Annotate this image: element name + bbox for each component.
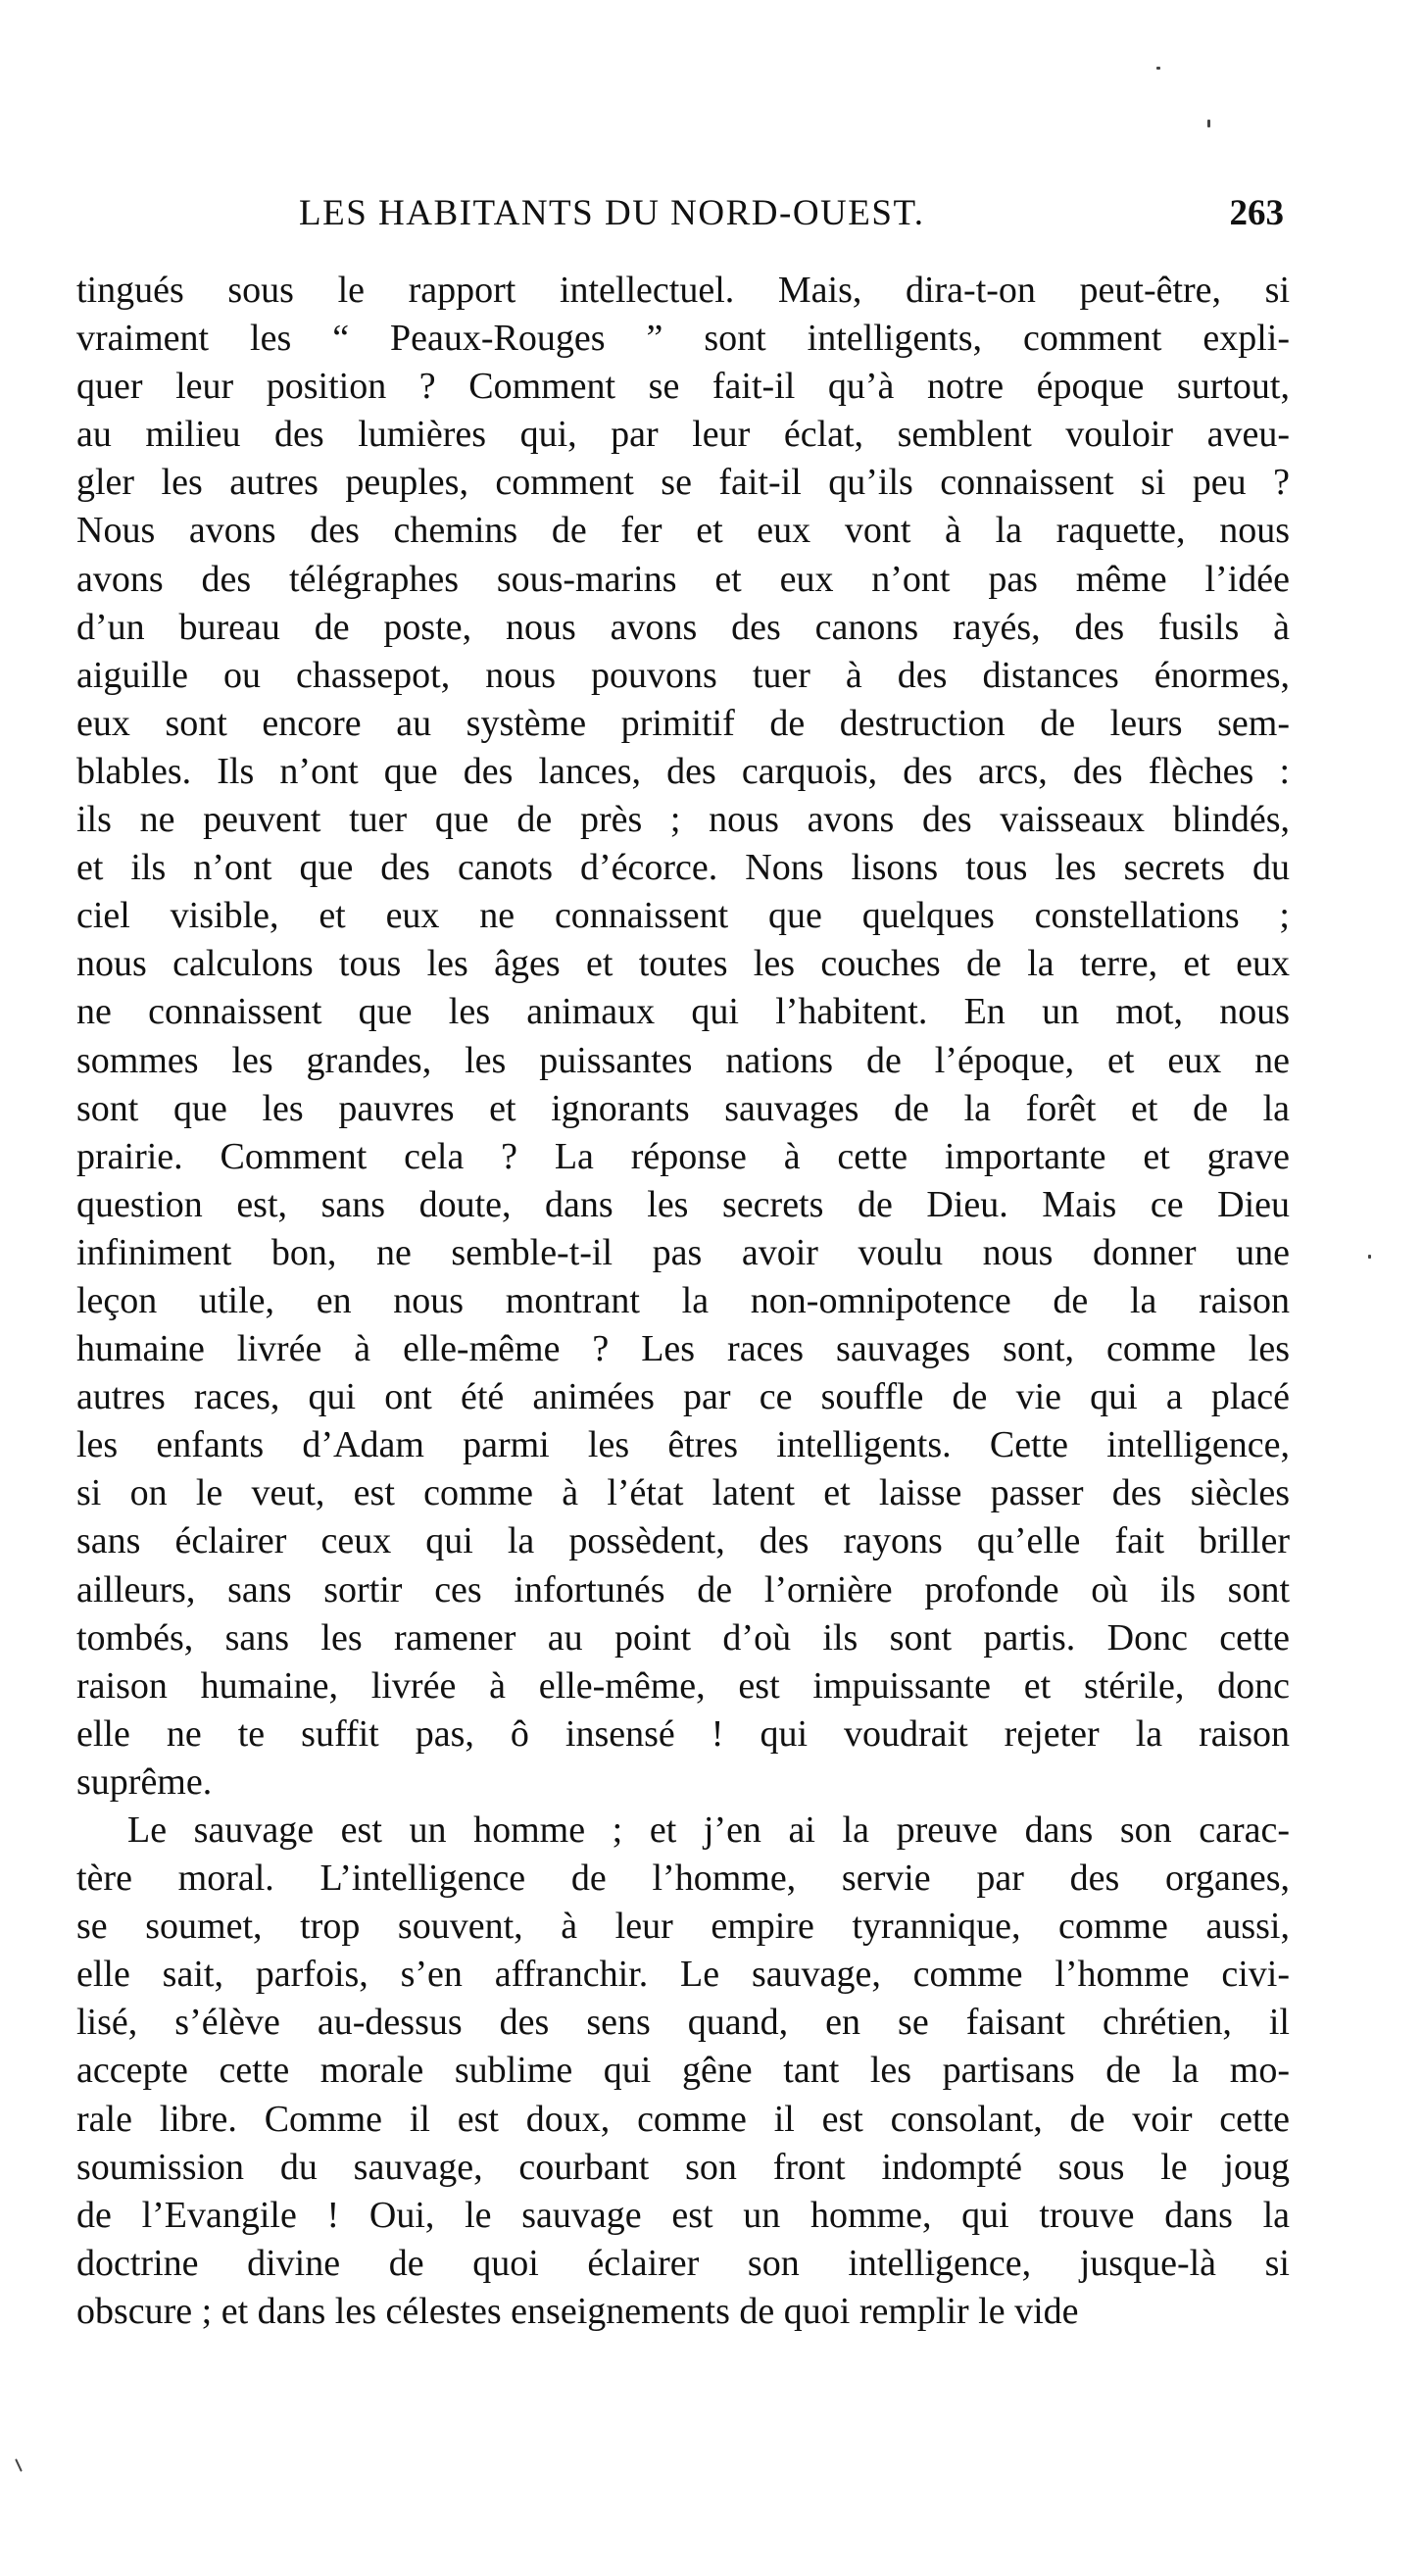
text-line: tère moral. L’intelligence de l’homme, servie par des organes, <box>76 1858 1290 1900</box>
text-line: d’un bureau de poste, nous avons des canons rayés, des fusils à <box>76 606 1290 648</box>
text-line: leçon utile, en nous montrant la non-omnipotence de la raison <box>76 1279 1290 1321</box>
text-line: humaine livrée à elle-même ? Les races sauvages sont, comme les <box>76 1328 1290 1370</box>
paragraph <box>76 267 1290 1807</box>
text-line: si on le veut, est comme à l’état latent et laisse passer des siècles <box>76 1472 1290 1514</box>
text-line: au milieu des lumières qui, par leur éclat, semblent vouloir aveu- <box>76 414 1290 456</box>
text-line: autres races, qui ont été animées par ce souffle de vie qui a placé <box>76 1376 1290 1418</box>
text-line: eux sont encore au système primitif de destruction de leurs sem- <box>76 702 1290 744</box>
running-header <box>74 186 1284 241</box>
text-line: rale libre. Comme il est doux, comme il est consolant, de voir cette <box>76 2098 1290 2140</box>
text-line: infiniment bon, ne semble-t-il pas avoir voulu nous donner une <box>76 1231 1290 1273</box>
text-line: et ils n’ont que des canots d’écorce. Nons lisons tous les secrets du <box>76 847 1290 889</box>
scan-speck <box>1156 67 1160 70</box>
text-line: ailleurs, sans sortir ces infortunés de l’ornière profonde où ils sont <box>76 1568 1290 1610</box>
text-line: elle sait, parfois, s’en affranchir. Le sauvage, comme l’homme civi- <box>76 1954 1290 1996</box>
text-line: blables. Ils n’ont que des lances, des carquois, des arcs, des flèches : <box>76 750 1290 792</box>
scan-speck <box>1368 1255 1371 1259</box>
paragraph <box>76 1807 1290 2336</box>
text-line: suprême. <box>76 1760 213 1803</box>
scan-speck <box>1207 120 1210 127</box>
text-line: question est, sans doute, dans les secrets de Dieu. Mais ce Dieu <box>76 1183 1290 1225</box>
text-line: tingués sous le rapport intellectuel. Mais, dira-t-on peut-être, si <box>76 270 1290 311</box>
text-line: de l’Evangile ! Oui, le sauvage est un homme, qui trouve dans la <box>76 2194 1290 2236</box>
text-line: raison humaine, livrée à elle-même, est impuissante et stérile, donc <box>76 1664 1290 1707</box>
scan-speck <box>15 2458 23 2472</box>
text-line: sont que les pauvres et ignorants sauvages de la forêt et de la <box>76 1087 1290 1129</box>
text-line: tombés, sans les ramener au point d’où ils sont partis. Donc cette <box>76 1616 1290 1659</box>
page-number: 263 <box>1229 193 1284 233</box>
text-line: sommes les grandes, les puissantes nations de l’époque, et eux ne <box>76 1039 1290 1081</box>
text-line: aiguille ou chassepot, nous pouvons tuer à des distances énormes, <box>76 654 1290 696</box>
text-line: quer leur position ? Comment se fait-il qu’à notre époque surtout, <box>76 366 1290 408</box>
body-text <box>76 267 1290 2336</box>
text-line: soumission du sauvage, courbant son front indompté sous le joug <box>76 2146 1290 2188</box>
text-line: vraiment les “ Peaux-Rouges ” sont intelligents, comment expli- <box>76 318 1290 360</box>
running-title: LES HABITANTS DU NORD-OUEST. <box>299 193 925 233</box>
text-line: les enfants d’Adam parmi les êtres intelligents. Cette intelligence, <box>76 1424 1290 1466</box>
text-line: lisé, s’élève au-dessus des sens quand, en se faisant chrétien, il <box>76 2002 1290 2044</box>
text-line: ils ne peuvent tuer que de près ; nous avons des vaisseaux blindés, <box>76 799 1290 841</box>
text-line: elle ne te suffit pas, ô insensé ! qui voudrait rejeter la raison <box>76 1712 1290 1755</box>
text-line: gler les autres peuples, comment se fait-il qu’ils connaissent si peu ? <box>76 462 1290 504</box>
text-line: Le sauvage est un homme ; et j’en ai la preuve dans son carac- <box>127 1809 1290 1851</box>
text-line: avons des télégraphes sous-marins et eux n’ont pas même l’idée <box>76 558 1290 600</box>
text-line: ciel visible, et eux ne connaissent que quelques constellations ; <box>76 895 1290 937</box>
text-line: doctrine divine de quoi éclairer son intelligence, jusque-là si <box>76 2242 1290 2284</box>
text-line: obscure ; et dans les célestes enseignements de quoi remplir le vide <box>76 2290 1079 2332</box>
text-line: sans éclairer ceux qui la possèdent, des rayons qu’elle fait briller <box>76 1520 1290 1562</box>
text-line: prairie. Comment cela ? La réponse à cette importante et grave <box>76 1135 1290 1177</box>
text-line: accepte cette morale sublime qui gêne tant les partisans de la mo- <box>76 2050 1290 2092</box>
text-line: Nous avons des chemins de fer et eux vont à la raquette, nous <box>76 510 1290 552</box>
text-line: nous calculons tous les âges et toutes les couches de la terre, et eux <box>76 943 1290 985</box>
text-line: ne connaissent que les animaux qui l’habitent. En un mot, nous <box>76 991 1290 1033</box>
text-line: se soumet, trop souvent, à leur empire tyrannique, comme aussi, <box>76 1906 1290 1948</box>
